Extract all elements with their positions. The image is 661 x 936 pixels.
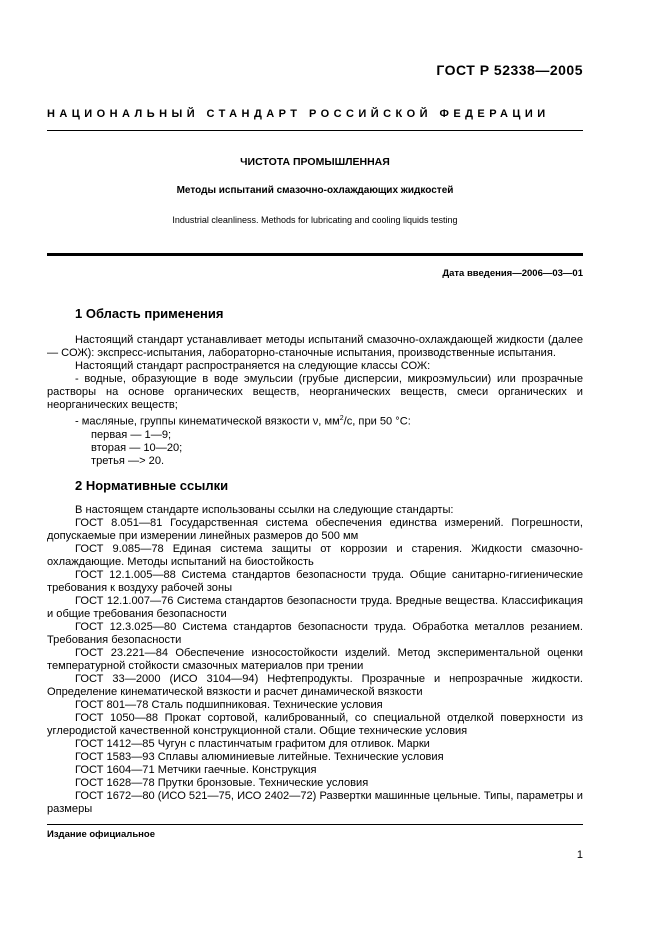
reference-item: ГОСТ 1628—78 Прутки бронзовые. Технические условия <box>75 777 369 789</box>
list-item: третья —> 20. <box>91 454 165 467</box>
page-number: 1 <box>576 849 583 861</box>
reference-item: ГОСТ 801—78 Сталь подшипниковая. Технические условия <box>75 699 383 711</box>
document-title: ЧИСТОТА ПРОМЫШЛЕННАЯ <box>240 156 390 168</box>
reference-item: ГОСТ 1604—71 Метчики гаечные. Конструкция <box>75 764 317 776</box>
title-rule <box>47 253 583 256</box>
reference-item: ГОСТ 12.1.007—76 Система стандартов безопасности труда. Вредные вещества. Классификация и общие требования безопасности <box>47 595 583 620</box>
section-2-body <box>47 504 583 816</box>
footer-rule <box>47 824 583 825</box>
reference-item: ГОСТ 33—2000 (ИСО 3104—94) Нефтепродукты. Прозрачные и непрозрачные жидкости. Определение кинематической вязкости и расчет динамической вязкости <box>47 673 583 698</box>
reference-item: ГОСТ 8.051—81 Государственная система обеспечения единства измерений. Погрешности, допускаемые при измерении линейных размеров до 500 мм <box>47 517 583 542</box>
paragraph: Настоящий стандарт распространяется на следующие классы СОЖ: <box>75 360 431 372</box>
reference-item: ГОСТ 12.1.005—88 Система стандартов безопасности труда. Общие санитарно-гигиенические требования к воздуху рабочей зоны <box>47 569 583 594</box>
paragraph: Настоящий стандарт устанавливает методы испытаний смазочно-охлаждающей жидкости (далее — СОЖ): экспресс-испытания, лабораторно-станочные испытания, производственные испытания. <box>47 334 583 359</box>
header-rule <box>47 130 583 131</box>
paragraph: - водные, образующие в воде эмульсии (грубые дисперсии, микроэмульсии) или прозрачные растворы на основе органических веществ, неорганических веществ, смеси органических и неорганических веществ; <box>47 373 583 411</box>
paragraph: В настоящем стандарте использованы ссылки на следующие стандарты: <box>75 504 454 516</box>
section-1-body <box>47 334 583 468</box>
reference-item: ГОСТ 1050—88 Прокат сортовой, калиброванный, со специальной отделкой поверхности из углеродистой качественной конструкционной стали. Общие технические условия <box>47 712 583 737</box>
viscosity-text: - масляные, группы кинематической вязкости ν, мм <box>75 415 340 428</box>
reference-item: ГОСТ 1672—80 (ИСО 521—75, ИСО 2402—72) Развертки машинные цельные. Типы, параметры и размеры <box>47 790 583 815</box>
reference-item: ГОСТ 12.3.025—80 Система стандартов безопасности труда. Обработка металлов резанием. Требования безопасности <box>47 621 583 646</box>
edition-label: Издание официальное <box>47 829 155 840</box>
document-title-english: Industrial cleanliness. Methods for lubricating and cooling liquids testing <box>172 215 458 225</box>
reference-item: ГОСТ 1583—93 Сплавы алюминиевые литейные. Технические условия <box>75 751 444 763</box>
reference-item: ГОСТ 1412—85 Чугун с пластинчатым графитом для отливок. Марки <box>75 738 430 750</box>
viscosity-text-end: /с, при 50 °С: <box>343 415 411 428</box>
list-item: первая — 1—9; <box>91 428 172 441</box>
section-1-heading: 1 Область применения <box>75 306 224 321</box>
introduction-date: Дата введения—2006—03—01 <box>442 268 583 279</box>
list-item: вторая — 10—20; <box>91 441 183 454</box>
reference-item: ГОСТ 23.221—84 Обеспечение износостойкости изделий. Метод экспериментальной оценки температурной стойкости смазочных материалов при трении <box>47 647 583 672</box>
reference-item: ГОСТ 9.085—78 Единая система защиты от коррозии и старения. Жидкости смазочно-охлаждающие. Методы испытаний на биостойкость <box>47 543 583 568</box>
national-standard-banner: НАЦИОНАЛЬНЫЙ СТАНДАРТ РОССИЙСКОЙ ФЕДЕРАЦИИ <box>47 108 550 120</box>
standard-number: ГОСТ Р 52338—2005 <box>436 62 583 78</box>
section-2-heading: 2 Нормативные ссылки <box>75 478 229 493</box>
superscript: 2 <box>339 415 344 422</box>
paragraph <box>47 412 583 429</box>
document-subtitle: Методы испытаний смазочно-охлаждающих жидкостей <box>176 185 454 196</box>
